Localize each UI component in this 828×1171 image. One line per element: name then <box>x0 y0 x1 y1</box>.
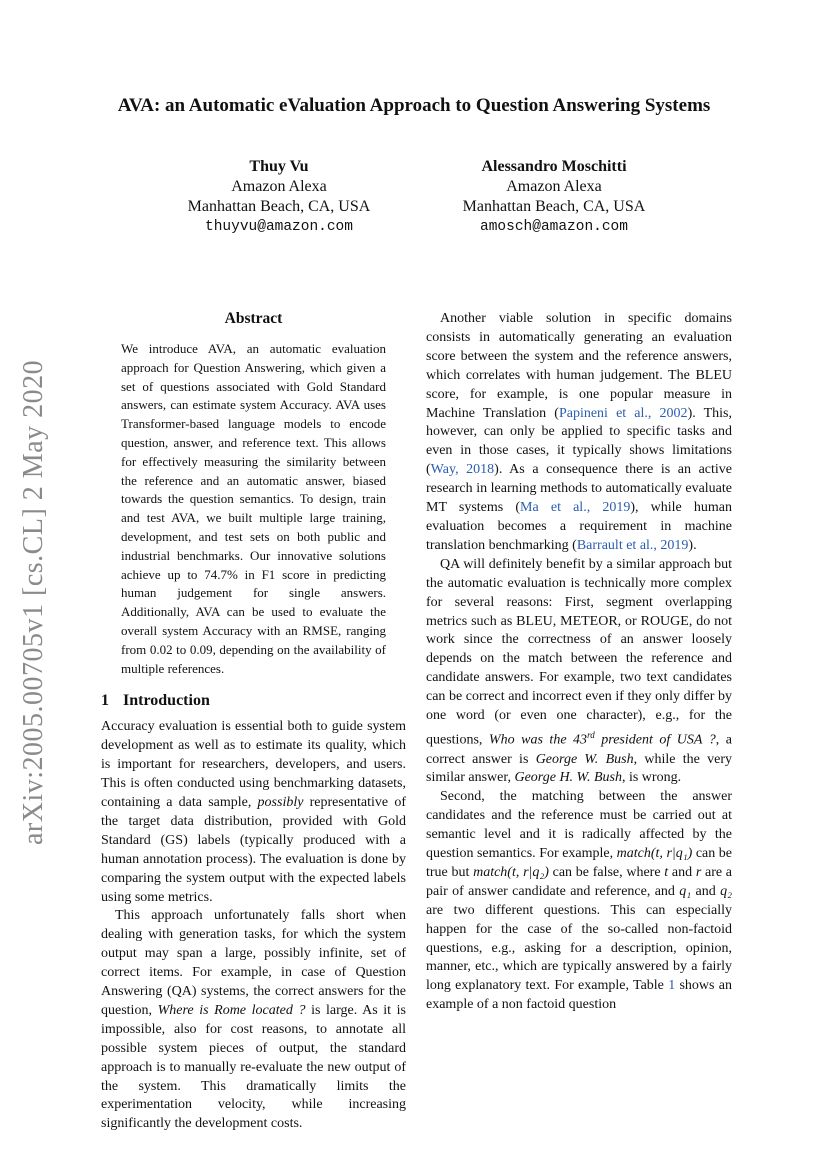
author-block <box>434 157 674 237</box>
right-column <box>426 310 732 1015</box>
author-block <box>159 157 399 237</box>
citation-link[interactable]: Ma et al., 2019 <box>520 500 631 516</box>
intro-paragraph-2: This approach unfortunately falls short when dealing with generation tasks, for which the system output may span a large, possibly infinite, set of correct items. For example, in case of Question Answering (QA) systems, the correct answers for the question, Where is Rome located ? is large. As it is impossible, also for cost reasons, to annotate all possible system pieces of output, the standard approach is to manually re-evaluate the new output of the system. This dramatically limits the experimentation velocity, while increasing significantly the development costs. <box>101 908 406 1132</box>
abstract-heading: Abstract <box>224 310 283 327</box>
intro-paragraph-5: Second, the matching between the answer candidates and the reference must be carried out at semantic level and it is radically affected by the question semantics. For example, match(t, r|q₁) can be true but match(t, r|q₂) can be false, where t and r are a pair of answer candidate and reference, and q₁ and q₂ are two different questions. This can especially happen for the case of the so-called non-factoid questions, e.g., asking for a description, opinion, manner, etc., which are typically answered by a fairly long explanatory text. For example, Table 1 shows an example of a non factoid question <box>426 789 733 1013</box>
table-reference-link[interactable]: 1 <box>668 978 676 994</box>
author-name: Thuy Vu <box>249 158 309 175</box>
intro-paragraph-3: Another viable solution in specific domains consists in automatically generating an evaluation score between the system and the reference answers, which correlates with human judgement. The BLEU score, for example, is one popular measure in Machine Translation (Papineni et al., 2002). This, however, can only be applied to specific tasks and even in those cases, it typically shows limitations (Way, 2018). As a consequence there is an active research in learning methods to automatically evaluate MT systems (Ma et al., 2019), while human evaluation becomes a requirement in machine translation benchmarking (Barrault et al., 2019). <box>426 311 733 553</box>
author-affiliation: Amazon Alexa <box>506 178 602 195</box>
paper-title: AVA: an Automatic eValuation Approach to Question Answering Systems <box>117 95 711 116</box>
author-email[interactable]: amosch@amazon.com <box>480 219 628 235</box>
abstract-text: We introduce AVA, an automatic evaluation approach for Question Answering, which given a set of questions associated with Gold Standard answers, can estimate system Accuracy. AVA uses Transformer-based language models to encode question, answer, and reference text. This allows for effectively measuring the similarity between the reference and an automatic answer, biased towards the question semantics. To design, train and test AVA, we built multiple large training, development, and test sets on both public and industrial benchmarks. Our innovative solutions achieve up to 74.7% in F1 score in predicting human judgement for single answers. Additionally, AVA can be used to evaluate the overall system Accuracy with an RMSE, ranging from 0.02 to 0.09, depending on the availability of multiple references. <box>121 341 386 676</box>
arxiv-identifier: arXiv:2005.00705v1 [cs.CL] 2 May 2020 <box>18 359 49 845</box>
author-email[interactable]: thuyvu@amazon.com <box>205 219 353 235</box>
author-name: Alessandro Moschitti <box>481 158 627 175</box>
left-column <box>101 310 406 1134</box>
author-location: Manhattan Beach, CA, USA <box>462 198 646 215</box>
section-number: 1 <box>101 692 109 710</box>
citation-link[interactable]: Barrault et al., 2019 <box>576 537 689 553</box>
intro-paragraph-1: Accuracy evaluation is essential both to guide system development as well as to estimate its quality, which is important for researchers, developers, and users. This is often conducted using benchmarking datasets, containing a data sample, possibly representative of the target data distribution, provided with Gold Standard (GS) labels (typically produced with a human annotation process). The evaluation is done by comparing the system output with the expected labels using some metrics. <box>101 719 406 905</box>
section-title: Introduction <box>123 692 210 710</box>
author-location: Manhattan Beach, CA, USA <box>187 198 371 215</box>
intro-paragraph-4: QA will definitely benefit by a similar approach but the automatic evaluation is technically more complex for several reasons: First, segment overlapping metrics such as BLEU, METEOR, or ROUGE, do not work since the correctness of an answer loosely depends on the match between the reference and candidate answers. For example, two text candidates can be correct and incorrect even if they only differ by one word (or even one character), e.g., for the questions, Who was the 43rd president of USA ?, a correct answer is George W. Bush, while the very similar answer, George H. W. Bush, is wrong. <box>426 556 733 786</box>
citation-link[interactable]: Papineni et al., 2002 <box>558 405 688 421</box>
section-heading <box>101 692 406 710</box>
citation-link[interactable]: Way, 2018 <box>430 462 495 478</box>
author-affiliation: Amazon Alexa <box>231 178 327 195</box>
